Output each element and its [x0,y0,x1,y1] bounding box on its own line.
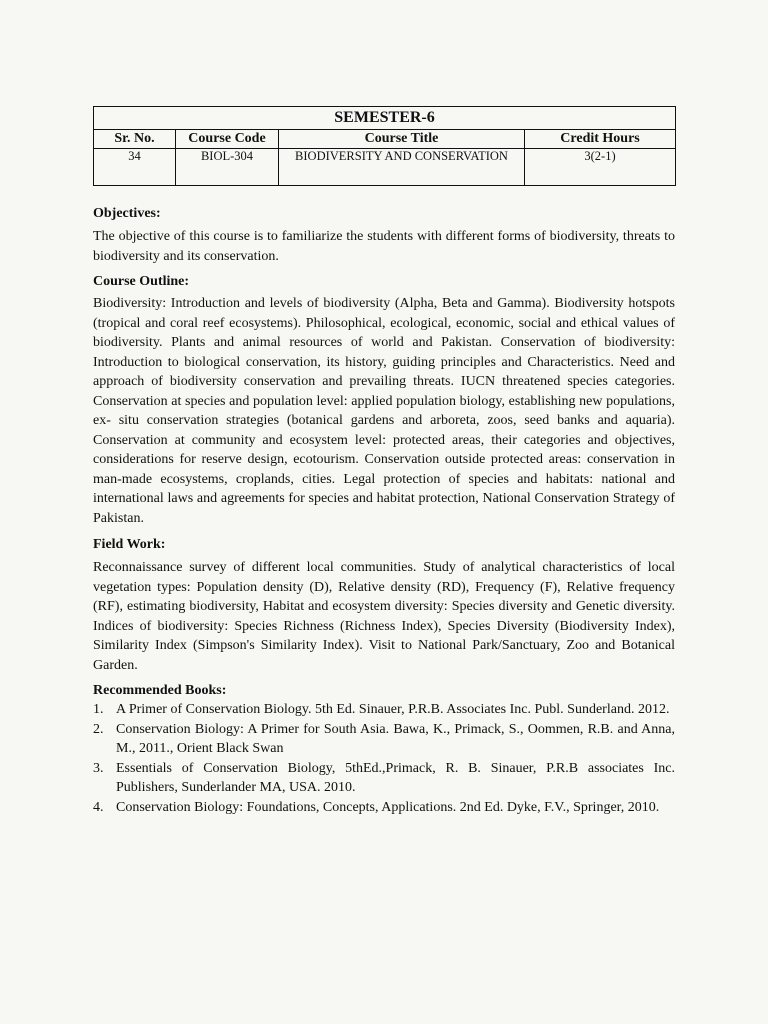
header-course-code: Course Code [176,130,279,149]
list-item-text: A Primer of Conservation Biology. 5th Ed. Sinauer, P.R.B. Associates Inc. Publ. Sunderland. 2012. [116,702,670,717]
books-heading: Recommended Books: [93,683,227,698]
cell-course-code: BIOL-304 [176,149,279,186]
header-course-title: Course Title [279,130,525,149]
list-item-text: Conservation Biology: Foundations, Concepts, Applications. 2nd Ed. Dyke, F.V., Springer, 2010. [116,799,660,815]
list-item [93,759,675,798]
course-table [93,106,676,186]
field-work-text: Reconnaissance survey of different local communities. Study of analytical characteristics of local vegetation types: Population density (D), Relative density (RD), Frequency (F), Relative frequency (RF), estimating biodiversity, Habitat and ecosystem diversity: Species diversity and Genetic diversity. Indices of biodiversity: Species Richness (Richness Index), Species Diversity (Biodiversity Index), Similarity Index (Simpson's Similarity Index). Visit to National Park/Sanctuary, Zoo and Botanical Garden. [93,560,675,673]
list-item-number: 1. [93,702,104,717]
books-list [93,700,675,817]
objectives-text: The objective of this course is to familiarize the students with different forms of biodiversity, threats to biodiversity and its conservation. [93,229,675,264]
course-outline-heading: Course Outline: [93,274,190,289]
list-item-text: Conservation Biology: A Primer for South Asia. Bawa, K., Primack, S., Oommen, R.B. and Anna, M., 2011., Orient Black Swan [116,721,675,756]
header-credit-hours: Credit Hours [525,130,676,149]
list-item [93,798,675,818]
objectives-heading: Objectives: [93,206,161,221]
list-item-number: 4. [93,799,104,815]
list-item-number: 2. [93,721,104,737]
course-outline-text: Biodiversity: Introduction and levels of biodiversity (Alpha, Beta and Gamma). Biodiversity hotspots (tropical and coral reef ecosystems). Philosophical, ecological, economic, social and ethical values of biodiversity. Plants and animal resources of world and Pakistan. Conservation of biodiversity: Introduction to biological conservation, its history, guiding principles and Characteristics. Need and approach of biodiversity conservation and prevailing threats. IUCN threatened species categories. Conservation at species and population level: applied population biology, establishing new populations, ex- situ conservation strategies (botanical gardens and arboreta, zoos, seed banks and aquaria). Conservation at community and ecosystem level: protected areas, their categories and objectives, considerations for reserve design, ecotourism. Conservation outside protected areas: conservation in man-made ecosystems, croplands, cities. Legal protection of species and habitats: national and international laws and agreements for species and habitat protection, National Conservation Strategy of Pakistan. [93,296,675,526]
document-page [93,106,675,817]
header-sr-no: Sr. No. [94,130,176,149]
semester-title: SEMESTER-6 [94,107,676,130]
list-item-number: 3. [93,760,104,776]
cell-course-title: BIODIVERSITY AND CONSERVATION [279,149,525,186]
list-item-text: Essentials of Conservation Biology, 5thEd.,Primack, R. B. Sinauer, P.R.B associates Inc. Publishers, Sunderlander MA, USA. 2010. [116,760,675,795]
list-item [93,720,675,759]
field-work-heading: Field Work: [93,537,166,552]
list-item [93,700,675,720]
cell-sr-no: 34 [94,149,176,186]
cell-credit-hours: 3(2-1) [525,149,676,186]
